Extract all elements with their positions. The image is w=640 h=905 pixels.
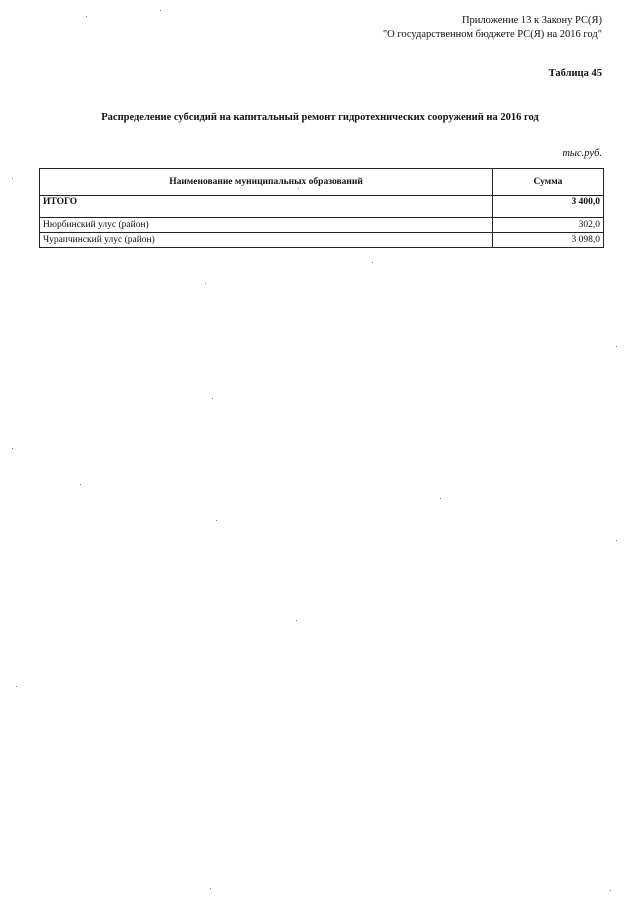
total-label: ИТОГО bbox=[40, 196, 493, 218]
row-value: 302,0 bbox=[493, 218, 604, 233]
row-value: 3 098,0 bbox=[493, 233, 604, 248]
scan-speck bbox=[372, 262, 373, 263]
scan-speck bbox=[296, 620, 297, 621]
scan-speck bbox=[16, 686, 17, 687]
appendix-header bbox=[383, 14, 602, 42]
scan-speck bbox=[212, 398, 213, 399]
total-value: 3 400,0 bbox=[493, 196, 604, 218]
column-header-name: Наименование муниципальных образований bbox=[40, 169, 493, 196]
table-header-row bbox=[40, 169, 604, 196]
subsidy-table bbox=[39, 168, 604, 248]
table-row-total bbox=[40, 196, 604, 218]
scan-speck bbox=[616, 346, 617, 347]
scan-speck bbox=[205, 283, 206, 284]
table-row bbox=[40, 218, 604, 233]
document-title: Распределение субсидий на капитальный ремонт гидротехнических сооружений на 2016 год bbox=[101, 112, 539, 123]
row-name: Чурапчинский улус (район) bbox=[40, 233, 493, 248]
scan-speck bbox=[12, 448, 13, 449]
scan-speck bbox=[610, 890, 611, 891]
scan-speck bbox=[616, 540, 617, 541]
column-header-sum: Сумма bbox=[493, 169, 604, 196]
scan-speck bbox=[440, 498, 441, 499]
scan-speck bbox=[216, 520, 217, 521]
scan-speck bbox=[160, 10, 161, 11]
row-name: Нюрбинский улус (район) bbox=[40, 218, 493, 233]
scan-speck bbox=[12, 178, 13, 179]
appendix-line-1: Приложение 13 к Закону РС(Я) bbox=[461, 15, 602, 26]
unit-label: тыс.руб. bbox=[562, 148, 602, 159]
scan-speck bbox=[86, 16, 87, 17]
table-number: Таблица 45 bbox=[548, 68, 602, 79]
scan-speck bbox=[80, 484, 81, 485]
scan-speck bbox=[210, 888, 211, 889]
table-row bbox=[40, 233, 604, 248]
appendix-line-2: "О государственном бюджете РС(Я) на 2016 год" bbox=[382, 29, 602, 40]
scan-speck bbox=[298, 188, 299, 189]
